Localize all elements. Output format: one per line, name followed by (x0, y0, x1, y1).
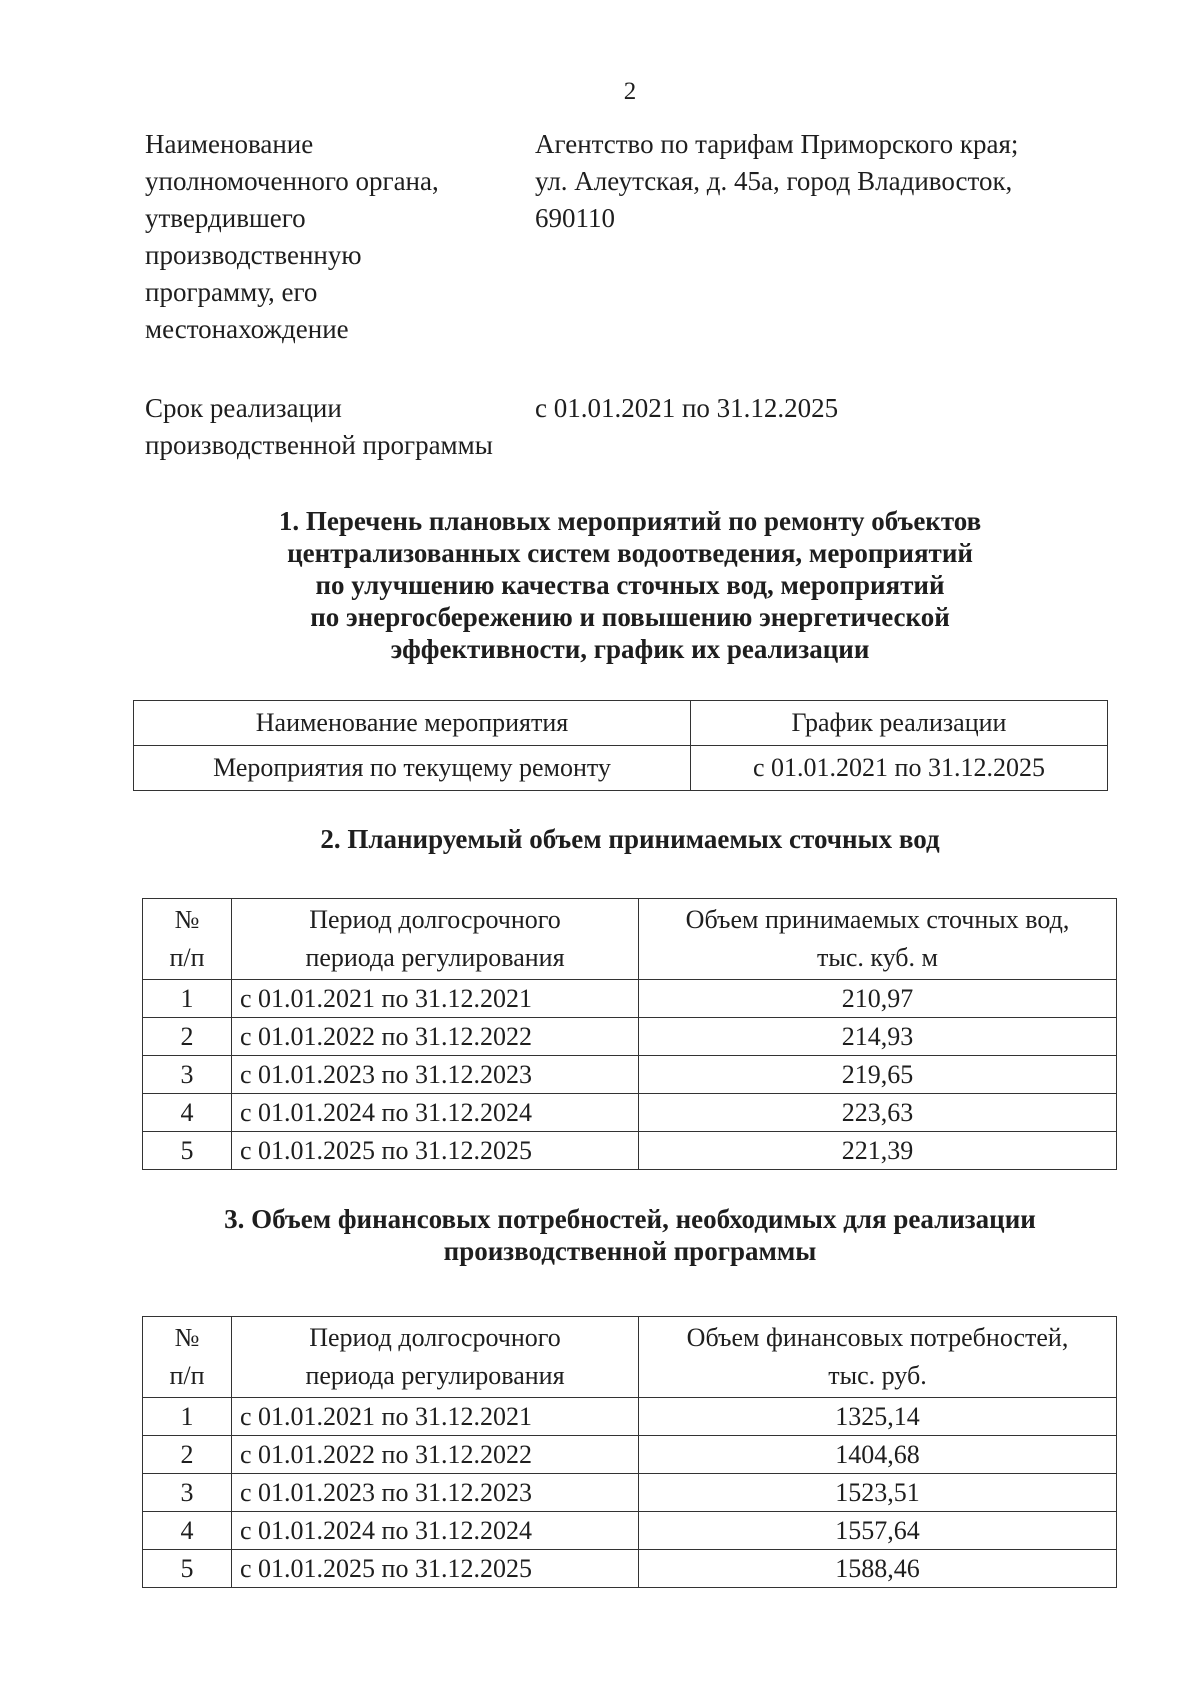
finance-header-line: Объем финансовых потребностей, (686, 1323, 1069, 1352)
section1-title (0, 505, 1200, 665)
section2-title-line: 2. Планируемый объем принимаемых сточных вод (320, 824, 940, 854)
activity-name-header: Наименование мероприятия (134, 701, 691, 746)
table-header-row (143, 1317, 1117, 1398)
period-cell: с 01.01.2025 по 31.12.2025 (232, 1550, 639, 1588)
term-value-text: с 01.01.2021 по 31.12.2025 (535, 393, 839, 423)
table-row (143, 1398, 1117, 1436)
period-cell: с 01.01.2023 по 31.12.2023 (232, 1056, 639, 1094)
period-header (232, 899, 639, 980)
term-label (145, 390, 525, 464)
authority-value (535, 126, 1095, 237)
period-header-line: Период долгосрочного (309, 1323, 561, 1352)
table-row (143, 1550, 1117, 1588)
row-number: 5 (143, 1132, 232, 1170)
authority-label-line: Наименование (145, 129, 314, 159)
finance-header (639, 1317, 1117, 1398)
table-row (143, 1094, 1117, 1132)
row-number: 1 (143, 1398, 232, 1436)
section2-title (0, 823, 1200, 855)
row-number: 5 (143, 1550, 232, 1588)
volume-cell: 221,39 (639, 1132, 1117, 1170)
table-row (143, 1436, 1117, 1474)
schedule-header: График реализации (691, 701, 1108, 746)
period-cell: с 01.01.2024 по 31.12.2024 (232, 1094, 639, 1132)
authority-label-line: производственную (145, 240, 362, 270)
table-row (143, 1132, 1117, 1170)
row-number: 3 (143, 1056, 232, 1094)
period-cell: с 01.01.2023 по 31.12.2023 (232, 1474, 639, 1512)
row-number: 2 (143, 1436, 232, 1474)
period-cell: с 01.01.2022 по 31.12.2022 (232, 1018, 639, 1056)
finance-cell: 1557,64 (639, 1512, 1117, 1550)
volume-cell: 219,65 (639, 1056, 1117, 1094)
num-header (143, 1317, 232, 1398)
volume-cell: 210,97 (639, 980, 1117, 1018)
section1-title-line: эффективности, график их реализации (390, 634, 870, 664)
authority-value-line: 690110 (535, 203, 615, 233)
volume-header-line: тыс. куб. м (817, 943, 938, 972)
table-row (134, 746, 1108, 791)
row-number: 4 (143, 1094, 232, 1132)
period-header-line: периода регулирования (305, 943, 565, 972)
wastewater-volume-table (142, 898, 1117, 1170)
authority-value-line: ул. Алеутская, д. 45а, город Владивосток, (535, 166, 1013, 196)
table-header-row (134, 701, 1108, 746)
authority-value-line: Агентство по тарифам Приморского края; (535, 129, 1019, 159)
row-number: 1 (143, 980, 232, 1018)
finance-cell: 1523,51 (639, 1474, 1117, 1512)
section1-title-line: централизованных систем водоотведения, мероприятий (287, 538, 973, 568)
row-number: 3 (143, 1474, 232, 1512)
volume-cell: 214,93 (639, 1018, 1117, 1056)
section3-title-line: производственной программы (443, 1236, 817, 1266)
activity-name-cell: Мероприятия по текущему ремонту (134, 746, 691, 791)
term-value (535, 390, 1095, 427)
period-cell: с 01.01.2025 по 31.12.2025 (232, 1132, 639, 1170)
finance-cell: 1588,46 (639, 1550, 1117, 1588)
period-header (232, 1317, 639, 1398)
section3-title-line: 3. Объем финансовых потребностей, необходимых для реализации (224, 1204, 1036, 1234)
term-label-line: Срок реализации (145, 393, 342, 423)
volume-header (639, 899, 1117, 980)
row-number: 4 (143, 1512, 232, 1550)
volume-header-line: Объем принимаемых сточных вод, (685, 905, 1070, 934)
period-header-line: Период долгосрочного (309, 905, 561, 934)
period-cell: с 01.01.2021 по 31.12.2021 (232, 1398, 639, 1436)
finance-cell: 1325,14 (639, 1398, 1117, 1436)
authority-label-line: уполномоченного органа, (145, 166, 439, 196)
page-number: 2 (623, 78, 637, 105)
finance-header-line: тыс. руб. (828, 1361, 927, 1390)
authority-label (145, 126, 525, 348)
authority-label-line: местонахождение (145, 314, 349, 344)
period-cell: с 01.01.2024 по 31.12.2024 (232, 1512, 639, 1550)
period-cell: с 01.01.2021 по 31.12.2021 (232, 980, 639, 1018)
section1-title-line: по энергосбережению и повышению энергетической (310, 602, 950, 632)
financial-needs-table (142, 1316, 1117, 1588)
num-header-line: № (174, 905, 200, 934)
volume-cell: 223,63 (639, 1094, 1117, 1132)
row-number: 2 (143, 1018, 232, 1056)
section1-title-line: по улучшению качества сточных вод, мероприятий (315, 570, 945, 600)
table-row (143, 980, 1117, 1018)
finance-cell: 1404,68 (639, 1436, 1117, 1474)
authority-label-line: утвердившего (145, 203, 306, 233)
section3-title (0, 1203, 1200, 1267)
section1-title-line: 1. Перечень плановых мероприятий по ремонту объектов (278, 506, 982, 536)
period-header-line: периода регулирования (305, 1361, 565, 1390)
authority-label-line: программу, его (145, 277, 318, 307)
table-row (143, 1512, 1117, 1550)
num-header (143, 899, 232, 980)
term-label-line: производственной программы (145, 430, 493, 460)
table-row (143, 1056, 1117, 1094)
num-header-line: п/п (169, 1361, 205, 1390)
period-cell: с 01.01.2022 по 31.12.2022 (232, 1436, 639, 1474)
activities-table (133, 700, 1108, 791)
num-header-line: п/п (169, 943, 205, 972)
table-row (143, 1018, 1117, 1056)
schedule-cell: с 01.01.2021 по 31.12.2025 (691, 746, 1108, 791)
num-header-line: № (174, 1323, 200, 1352)
table-row (143, 1474, 1117, 1512)
table-header-row (143, 899, 1117, 980)
